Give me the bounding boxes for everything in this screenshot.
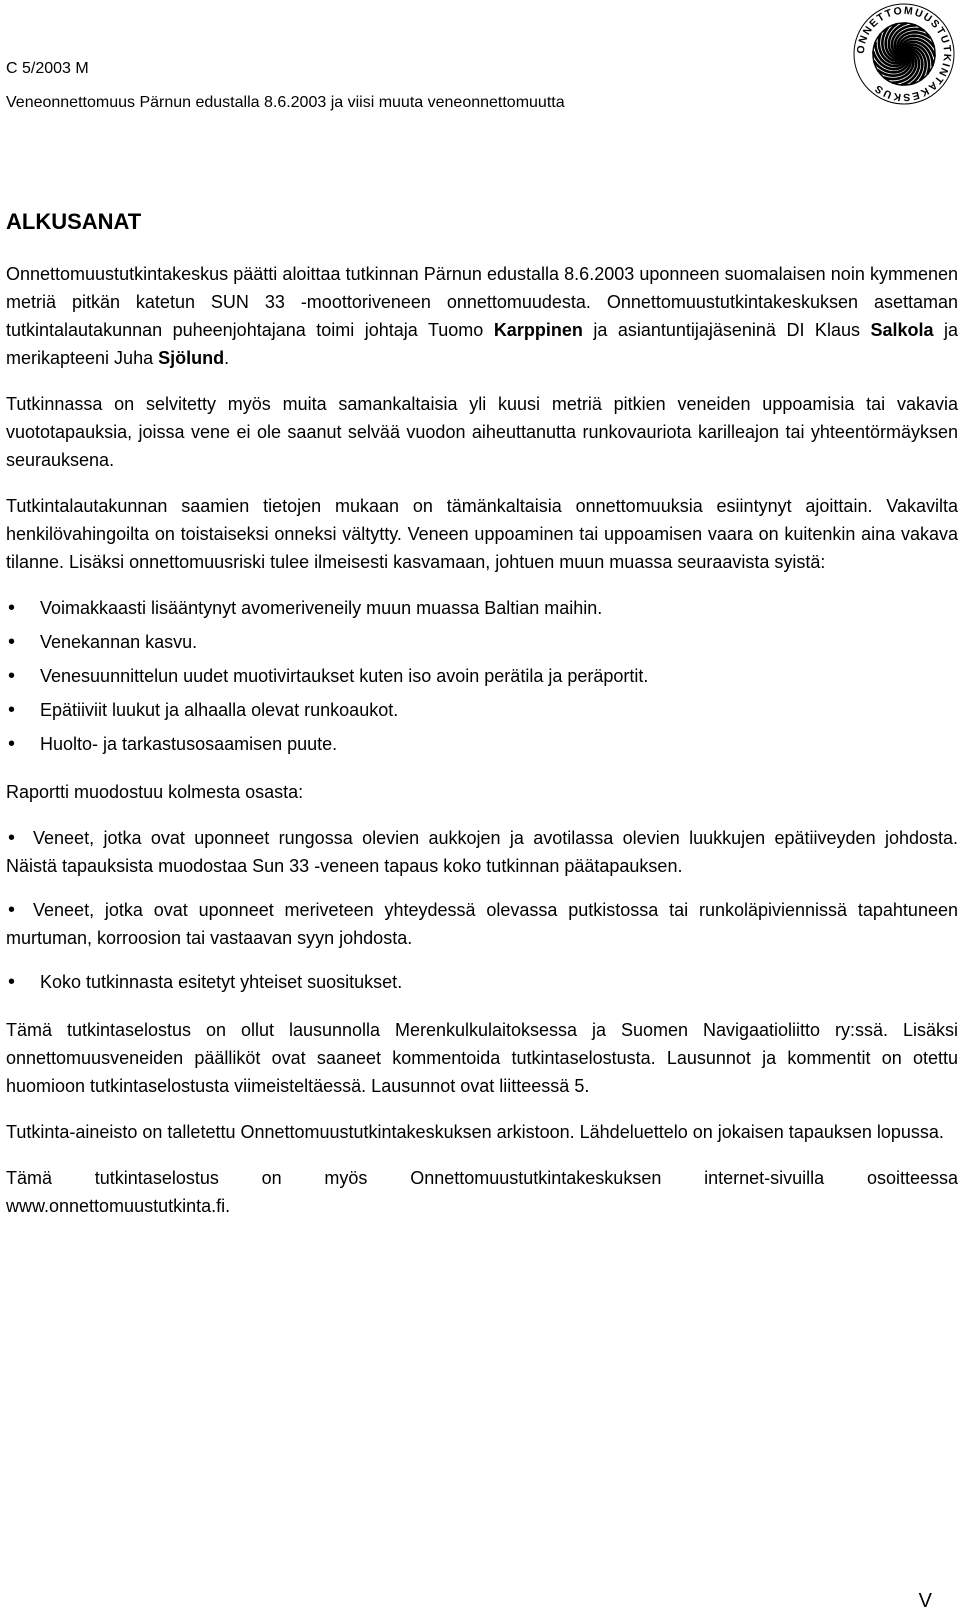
list-item: • Venekannan kasvu. [6, 628, 958, 656]
list-item: • Koko tutkinnasta esitetyt yhteiset suositukset. [6, 968, 958, 996]
paragraph-risk: Tutkintalautakunnan saamien tietojen mukaan on tämänkaltaisia onnettomuuksia esiintynyt ajoittain. Vakavilta henkilövahingoilta on toistaiseksi onneksi vältytty. Veneen uppoaminen tai uppoamisen vaara on kuitenkin aina vakava tilanne. Lisäksi onnettomuusriski tulee ilmeisesti kasvamaan, johtuen muun muassa seuraavista syistä: [6, 496, 958, 572]
intro-text-1: Onnettomuustutkintakeskus päätti aloittaa tutkinnan Pärnun edustalla 8.6.2003 uponneen suomalaisen noin kymmenen metriä pitkän katetun SUN 33 -moottoriveneen onnettomuudesta. Onnettomuustutkintakeskuksen asettaman tutkintalautakunnan puheenjohtajana toimi johtaja Tuomo [6, 264, 958, 340]
list-item: • Huolto- ja tarkastusosaamisen puute. [6, 730, 958, 758]
reasons-list [6, 594, 958, 758]
paragraph-scope: Tutkinnassa on selvitetty myös muita samankaltaisia yli kuusi metriä pitkien veneiden uppoamisia tai vakavia vuototapauksia, joissa vene ei ole saanut selvää vuodon aiheuttanutta runkovauriota karilleajon tai yhteentörmäyksen seurauksena. [6, 394, 958, 470]
intro-text-3: ja merikapteeni Juha [6, 320, 959, 368]
logo-ring-text: ONNETTOMUUSTUTKINTAKESKUS [854, 4, 954, 104]
intro-paragraph [6, 260, 958, 372]
intro-text-4: . [224, 348, 230, 368]
paragraph-archive: Tutkinta-aineisto on talletettu Onnettomuustutkintakeskuksen arkistoon. Lähdeluettelo on jokaisen tapauksen lopussa. [6, 1122, 944, 1142]
list-item: • Venesuunnittelun uudet muotivirtaukset kuten iso avoin perätila ja peräportit. [6, 662, 958, 690]
expert-name: Salkola [870, 320, 934, 340]
list-item: • Epätiiviit luukut ja alhaalla olevat runkoaukot. [6, 696, 958, 724]
paragraph-structure: Raportti muodostuu kolmesta osasta: [6, 782, 304, 802]
report-subtitle: Veneonnettomuus Pärnun edustalla 8.6.2003 ja viisi muuta veneonnettomuutta [6, 94, 565, 111]
list-item: • Voimakkaasti lisääntynyt avomeriveneily muun muassa Baltian maihin. [6, 594, 958, 622]
page-title: ALKUSANAT [6, 209, 142, 234]
chair-name: Karppinen [493, 320, 583, 340]
report-code: C 5/2003 M [6, 60, 89, 77]
page-number: V [918, 1590, 932, 1612]
paragraph-statements: Tämä tutkintaselostus on ollut lausunnolla Merenkulkulaitoksessa ja Suomen Navigaatioliitto ry:ssä. Lisäksi onnettomuusveneiden päälliköt ovat saaneet kommentoida tutkintaselostusta. Lausunnot ja kommentit on otettu huomioon tutkintaselostusta viimeisteltäessä. Lausunnot ovat liitteessä 5. [6, 1020, 958, 1096]
captain-name: Sjölund [158, 348, 225, 368]
paragraph-website: Tämä tutkintaselostus on myös Onnettomuustutkintakeskuksen internet-sivuilla osoitteessa www.onnettomuustutkinta.fi. [6, 1168, 958, 1216]
report-parts-list [6, 824, 958, 996]
intro-text-2: ja asiantuntijajäseninä DI Klaus [582, 320, 871, 340]
list-item: • Veneet, jotka ovat uponneet meriveteen yhteydessä olevassa putkistossa tai runkoläpiviennissä tapahtuneen murtuman, korroosion tai vastaavan syyn johdosta. [6, 896, 958, 952]
foreword [6, 204, 958, 1238]
page-header [6, 52, 826, 120]
list-item: • Veneet, jotka ovat uponneet rungossa olevien aukkojen ja avotilassa olevien luukkujen epätiiveyden johdosta. Näistä tapauksista muodostaa Sun 33 -veneen tapaus koko tutkinnan päätapauksen. [6, 824, 958, 880]
spiral-seal-icon [852, 2, 956, 106]
